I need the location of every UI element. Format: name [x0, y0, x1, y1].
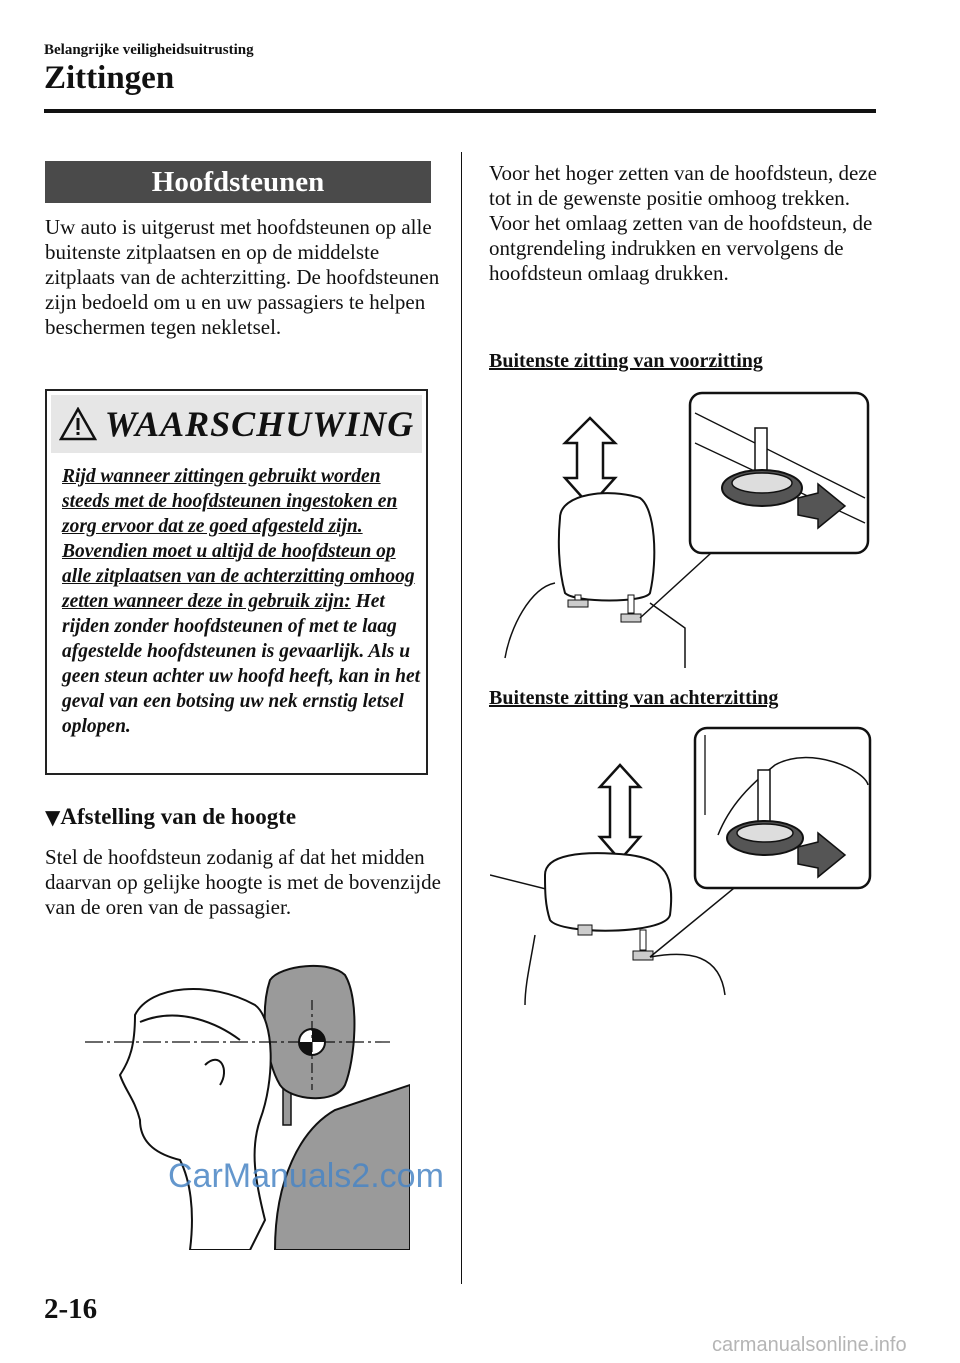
warning-triangle-icon — [59, 407, 97, 441]
warning-box — [45, 389, 428, 775]
warning-underlined-text: Rijd wanneer zittingen gebruikt worden steeds met de hoofdsteunen ingestoken en zorg ervoor dat ze goed afgesteld zijn. Bovendien moet u altijd de hoofdsteun op alle zitplaatsen van de achterzitting omhoog zetten wanneer deze in gebruik zijn: — [62, 466, 415, 612]
adjust-heading-label: Afstelling van de hoogte — [60, 804, 297, 829]
warning-plain-text: Het rijden zonder hoofdsteunen of met te laag afgestelde hoofdsteunen is gevaarlijk. Als u geen steun achter uw hoofd heeft, kan in het geval van een botsing uw nek ernstig letsel oplopen. — [62, 591, 421, 737]
watermark-center: CarManuals2.com — [168, 1157, 444, 1195]
warning-title: WAARSCHUWING — [104, 404, 415, 444]
rear-seat-illustration — [490, 725, 875, 1010]
warning-header — [51, 395, 422, 453]
title-rule — [44, 109, 876, 113]
warning-text — [62, 464, 422, 739]
adjust-instructions: Voor het hoger zetten van de hoofdsteun, deze tot in de gewenste positie omhoog trekken. Voor het omlaag zetten van de hoofdsteun, de ontgrendeling indrukken en vervolgens de hoofdsteun omlaag drukken. — [489, 161, 877, 285]
column-divider — [461, 152, 462, 1284]
front-seat-heading: Buitenste zitting van voorzitting — [489, 350, 763, 372]
page-number: 2-16 — [44, 1293, 98, 1325]
front-seat-illustration — [500, 388, 875, 673]
page-title: Zittingen — [44, 60, 175, 96]
adjust-paragraph: Stel de hoofdsteun zodanig af dat het midden daarvan op gelijke hoogte is met de bovenzijde van de oren van de passagier. — [45, 845, 441, 919]
down-triangle-icon: ▼ — [45, 805, 61, 829]
intro-paragraph: Uw auto is uitgerust met hoofdsteunen op alle buitenste zitplaatsen en op de middelste zitplaats van de achterzitting. De hoofdsteunen zijn bedoeld om u en uw passagiers te helpen beschermen tegen nekletsel. — [45, 215, 440, 339]
adjust-heading — [45, 804, 296, 830]
headrest-height-illustration — [80, 960, 410, 1250]
watermark-bottom: carmanualsonline.info — [712, 1334, 907, 1356]
section-banner: Hoofdsteunen — [45, 161, 431, 203]
section-label: Belangrijke veiligheidsuitrusting — [44, 42, 254, 58]
rear-seat-heading: Buitenste zitting van achterzitting — [489, 687, 779, 709]
